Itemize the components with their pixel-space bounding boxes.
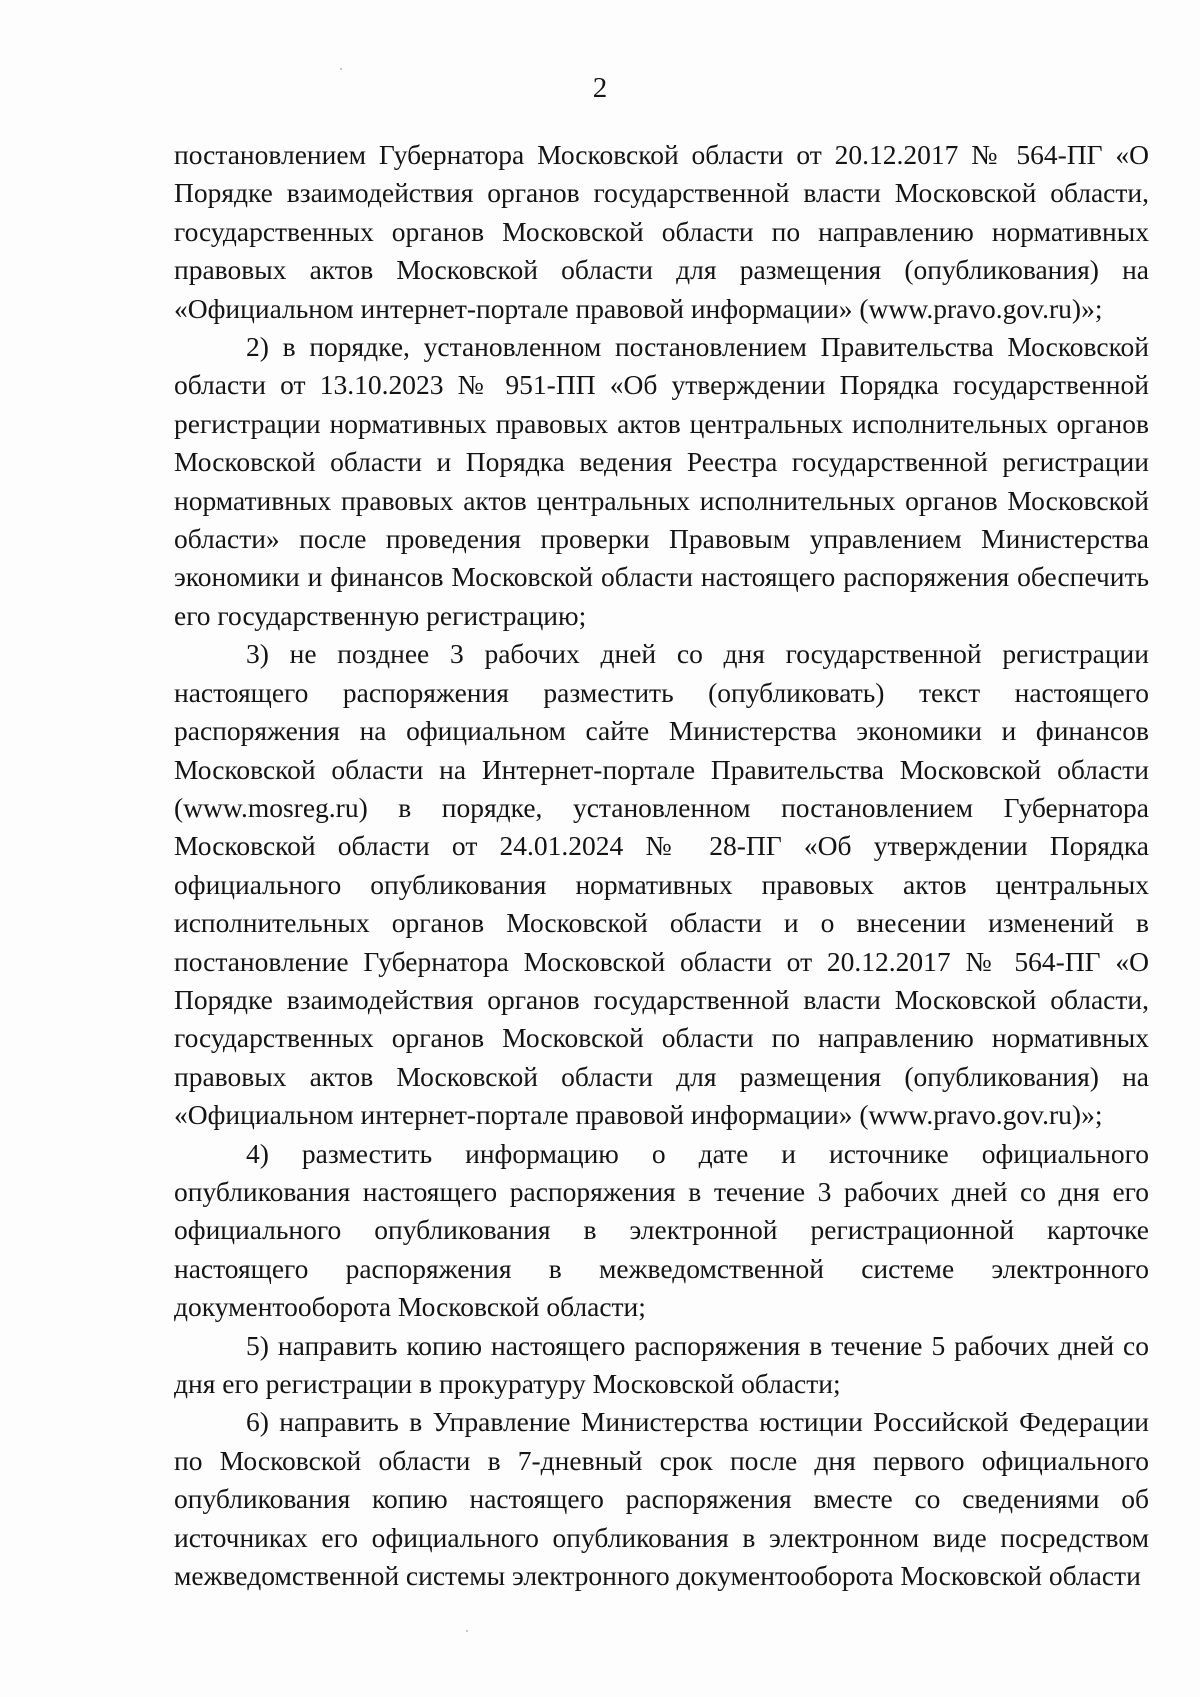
document-body xyxy=(174,136,1149,1595)
paragraph-item-3: 3) не позднее 3 рабочих дней со дня государственной регистрации настоящего распоряжения разместить (опубликовать) текст настоящего распоряжения на официальном сайте Министерства экономики и финансов Московской области на Интернет-портале Правительства Московской области (www.mosreg.ru) в порядке, установленном постановлением Губернатора Московской области от 24.01.2024 № 28-ПГ «Об утверждении Порядка официального опубликования нормативных правовых актов центральных исполнительных органов Московской области и о внесении изменений в постановление Губернатора Московской области от 20.12.2017 № 564-ПГ «О Порядке взаимодействия органов государственной власти Московской области, государственных органов Московской области по направлению нормативных правовых актов Московской области для размещения (опубликования) на «Официальном интернет-портале правовой информации» (www.pravo.gov.ru)»; xyxy=(174,638,1149,1131)
paragraph-item-4: 4) разместить информацию о дате и источнике официального опубликования настоящего распоряжения в течение 3 рабочих дней со дня его официального опубликования в электронной регистрационной карточке настоящего распоряжения в межведомственной системе электронного документооборота Московской области; xyxy=(174,1137,1149,1323)
scan-speck xyxy=(466,1630,468,1632)
scan-speck xyxy=(340,68,342,70)
paragraph-item-5: 5) направить копию настоящего распоряжения в течение 5 рабочих дней со дня его регистрации в прокуратуру Московской области; xyxy=(174,1329,1149,1399)
paragraph-item-6: 6) направить в Управление Министерства юстиции Российской Федерации по Московской области в 7-дневный срок после дня первого официального опубликования копию настоящего распоряжения вместе со сведениями об источниках его официального опубликования в электронном виде посредством межведомственной системы электронного документооборота Московской области xyxy=(174,1406,1149,1592)
page-number: 2 xyxy=(592,72,608,104)
paragraph-continuation: постановлением Губернатора Московской области от 20.12.2017 № 564-ПГ «О Порядке взаимодействия органов государственной власти Московской области, государственных органов Московской области по направлению нормативных правовых актов Московской области для размещения (опубликования) на «Официальном интернет-портале правовой информации» (www.pravo.gov.ru)»; xyxy=(174,139,1149,324)
paragraph-item-2: 2) в порядке, установленном постановлением Правительства Московской области от 13.10.2023 № 951-ПП «Об утверждении Порядка государственной регистрации нормативных правовых актов центральных исполнительных органов Московской области и Порядка ведения Реестра государственной регистрации нормативных правовых актов центральных исполнительных органов Московской области» после проведения проверки Правовым управлением Министерства экономики и финансов Московской области настоящего распоряжения обеспечить его государственную регистрацию; xyxy=(174,331,1149,631)
